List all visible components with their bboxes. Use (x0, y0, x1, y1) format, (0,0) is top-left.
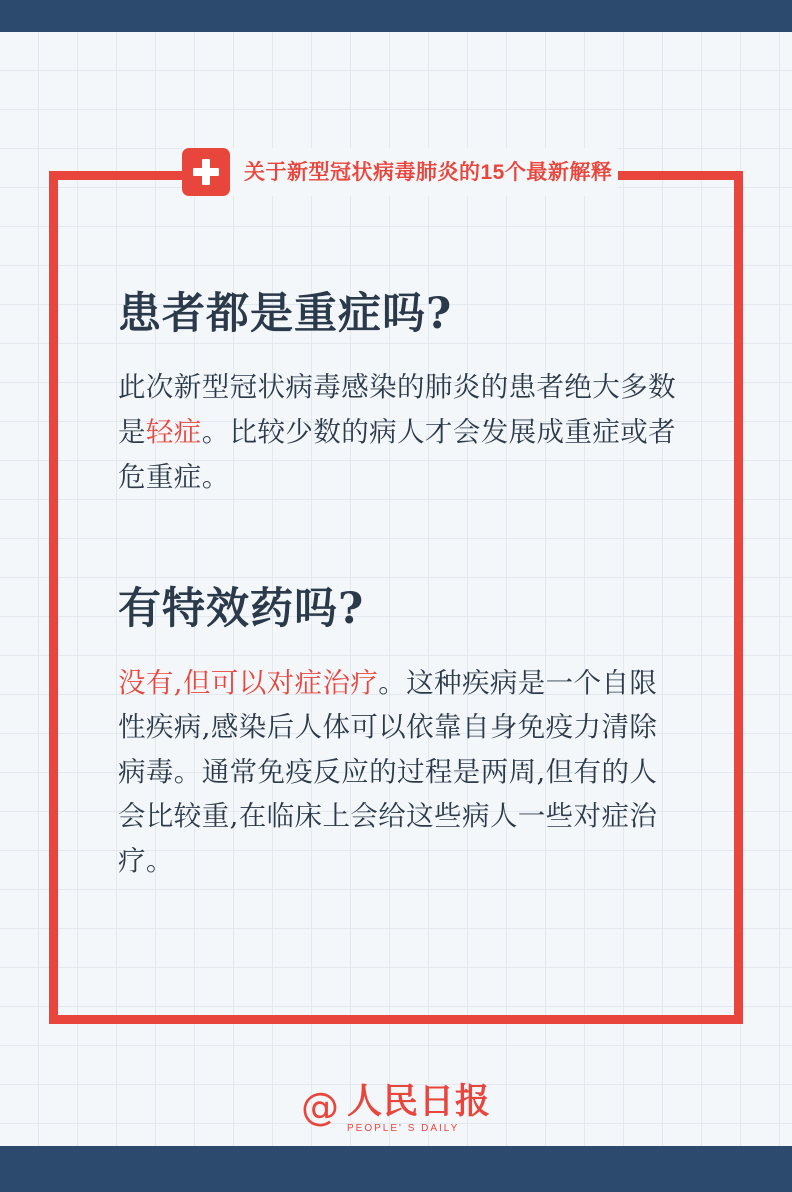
section-medicine (118, 585, 680, 883)
logo-name-cn: 人民日报 (346, 1081, 491, 1122)
body-run: 此次新型冠状病毒感染的肺炎的患者绝大多数是 (118, 371, 676, 448)
header-title: 关于新型冠状病毒肺炎的15个最新解释 (244, 160, 613, 184)
section-title-medicine: 有特效药吗? (118, 584, 365, 635)
publisher-logo (0, 1081, 792, 1134)
logo-text (346, 1081, 491, 1134)
logo-name-en: PEOPLE' S DAILY (346, 1123, 460, 1134)
body-run-highlight: 轻症 (145, 415, 202, 448)
section-body-medicine (118, 661, 680, 884)
body-run: 。这种疾病是一个自限性疾病,感染后人体可以依靠自身免疫力清除病毒。通常免疫反应的过程是两周,但有的人会比较重,在临床上会给这些病人一些对症治疗。 (118, 666, 658, 877)
top-navy-bar (0, 0, 792, 32)
at-symbol-icon: @ (300, 1085, 339, 1129)
medical-cross-icon (182, 148, 230, 196)
section-title-severity: 患者都是重症吗? (118, 289, 453, 339)
body-run: 。比较少数的病人才会发展成重症或者危重症。 (118, 415, 677, 493)
section-severity (118, 290, 680, 499)
poster-content (118, 290, 680, 883)
section-body-severity (118, 365, 680, 499)
body-run-highlight: 没有,但可以对症治疗 (118, 666, 379, 699)
poster-header (182, 148, 618, 196)
bottom-navy-bar (0, 1146, 792, 1192)
